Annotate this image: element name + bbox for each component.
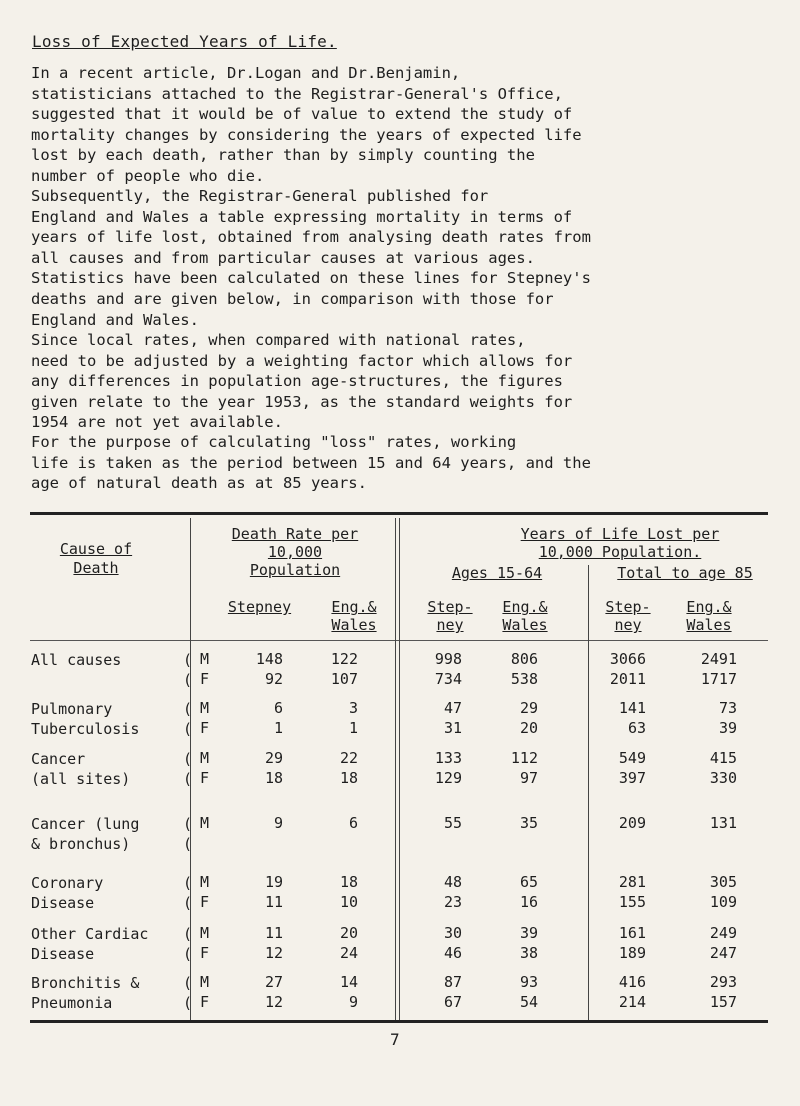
row-sex: M (200, 814, 210, 832)
table-cell-tot-eng: 39 (718, 719, 737, 737)
table-cell-tot-eng: 73 (718, 699, 737, 717)
table-cell-dr-eng: 1 (348, 719, 358, 737)
paragraph-3: Since local rates, when compared with national rates, need to be adjusted by a weighting factor which allows for any differences in population age-structures, the figures given relate to the year 1953, as the standard weights for 1954 are not yet available. (31, 331, 573, 432)
row-cause-label: Other Cardiac Disease (31, 925, 149, 963)
table-cell-dr-eng: 3 (348, 699, 358, 717)
row-bracket: ( ( (183, 925, 193, 963)
table-cell-age-eng: 39 (519, 924, 538, 942)
table-cell-dr-eng: 9 (348, 993, 358, 1011)
row-cause-label: Cancer (lung & bronchus) (31, 815, 140, 853)
table-cell-age-stepney: 55 (443, 814, 462, 832)
header-years-lost: Years of Life Lost per 10,000 Population. (520, 525, 720, 561)
table-cell-dr-eng: 24 (339, 944, 358, 962)
table-cell-age-stepney: 998 (434, 650, 462, 668)
table-cell-tot-stepney: 189 (618, 944, 646, 962)
table-cell-tot-eng: 330 (709, 769, 737, 787)
table-cell-dr-eng: 6 (348, 814, 358, 832)
table-cell-tot-eng: 1717 (700, 670, 737, 688)
page-heading: Loss of Expected Years of Life. (32, 32, 337, 51)
table-cell-tot-stepney: 63 (627, 719, 646, 737)
row-cause-label: Coronary Disease (31, 874, 104, 912)
table-cell-tot-stepney: 2011 (609, 670, 646, 688)
header-eng-wales-total: Eng.& Wales (686, 598, 732, 634)
table-divider (399, 518, 400, 1020)
table-cell-dr-stepney: 11 (264, 924, 283, 942)
table-cell-tot-stepney: 281 (618, 873, 646, 891)
table-cell-tot-stepney: 3066 (609, 650, 646, 668)
row-bracket: ( ( (183, 700, 193, 738)
table-cell-tot-stepney: 416 (618, 973, 646, 991)
row-sex: F (200, 719, 210, 737)
header-stepney: Stepney (227, 598, 292, 616)
table-cell-age-stepney: 31 (443, 719, 462, 737)
table-cell-age-stepney: 46 (443, 944, 462, 962)
table-cell-dr-eng: 18 (339, 769, 358, 787)
table-cell-tot-eng: 415 (709, 749, 737, 767)
row-sex: F (200, 769, 210, 787)
table-cell-tot-eng: 249 (709, 924, 737, 942)
table-cell-dr-stepney: 29 (264, 749, 283, 767)
table-cell-dr-stepney: 12 (264, 993, 283, 1011)
table-cell-age-stepney: 23 (443, 893, 462, 911)
row-sex: F (200, 944, 210, 962)
table-cell-age-eng: 65 (519, 873, 538, 891)
table-cell-age-stepney: 734 (434, 670, 462, 688)
table-cell-dr-eng: 14 (339, 973, 358, 991)
table-cell-age-eng: 35 (519, 814, 538, 832)
paragraph-2: Subsequently, the Registrar-General published for England and Wales a table expressing mortality in terms of years of life lost, obtained from analysing death rates from all causes and from particular causes at various ages. Statistics have been calculated on these lines for Stepney's deaths and are given below, in comparison with those for England and Wales. (31, 187, 591, 329)
row-bracket: ( ( (183, 815, 193, 853)
row-bracket: ( ( (183, 974, 193, 1012)
page-number: 7 (390, 1030, 400, 1049)
table-cell-dr-stepney: 92 (264, 670, 283, 688)
table-cell-age-stepney: 129 (434, 769, 462, 787)
table-cell-age-stepney: 133 (434, 749, 462, 767)
row-cause-label: Pulmonary Tuberculosis (31, 700, 140, 738)
row-sex: M (200, 699, 210, 717)
table-cell-dr-stepney: 18 (264, 769, 283, 787)
table-cell-tot-eng: 247 (709, 944, 737, 962)
table-cell-dr-eng: 18 (339, 873, 358, 891)
table-cell-dr-stepney: 27 (264, 973, 283, 991)
table-cell-age-eng: 538 (510, 670, 538, 688)
header-stepney-total: Step- ney (605, 598, 651, 634)
row-sex: M (200, 749, 210, 767)
row-sex: M (200, 924, 210, 942)
paragraph-4: For the purpose of calculating "loss" rates, working life is taken as the period between 15 and 64 years, and the age of natural death as at 85 years. (31, 433, 591, 493)
table-cell-dr-stepney: 1 (273, 719, 283, 737)
row-sex: F (200, 893, 210, 911)
table-cell-tot-stepney: 209 (618, 814, 646, 832)
row-cause-label: Cancer (all sites) (31, 750, 131, 788)
row-sex: M (200, 973, 210, 991)
header-eng-wales: Eng.& Wales (331, 598, 377, 634)
row-cause-label: All causes (31, 651, 122, 669)
table-cell-dr-eng: 10 (339, 893, 358, 911)
table-cell-dr-stepney: 19 (264, 873, 283, 891)
table-cell-dr-eng: 20 (339, 924, 358, 942)
table-cell-age-eng: 29 (519, 699, 538, 717)
header-eng-wales-ages: Eng.& Wales (502, 598, 548, 634)
table-cell-age-stepney: 30 (443, 924, 462, 942)
table-cell-dr-eng: 22 (339, 749, 358, 767)
table-cell-dr-eng: 107 (330, 670, 358, 688)
table-cell-dr-stepney: 6 (273, 699, 283, 717)
row-bracket: ( ( (183, 651, 193, 689)
table-cell-dr-stepney: 148 (255, 650, 283, 668)
table-cell-age-eng: 16 (519, 893, 538, 911)
row-bracket: ( ( (183, 750, 193, 788)
table-cell-tot-eng: 131 (709, 814, 737, 832)
table-cell-age-stepney: 48 (443, 873, 462, 891)
row-sex: M (200, 873, 210, 891)
table-cell-tot-stepney: 155 (618, 893, 646, 911)
row-sex: M (200, 650, 210, 668)
table-top-rule (30, 512, 768, 515)
table-cell-age-eng: 97 (519, 769, 538, 787)
table-cell-age-eng: 20 (519, 719, 538, 737)
table-cell-tot-eng: 109 (709, 893, 737, 911)
header-death-rate: Death Rate per 10,000 Population (231, 525, 359, 579)
table-cell-dr-eng: 122 (330, 650, 358, 668)
row-cause-label: Bronchitis & Pneumonia (31, 974, 140, 1012)
table-cell-tot-stepney: 161 (618, 924, 646, 942)
table-bottom-rule (30, 1020, 768, 1023)
header-cause-of-death: Cause of Death (59, 540, 133, 577)
table-cell-tot-stepney: 549 (618, 749, 646, 767)
header-ages-15-64: Ages 15-64 (451, 564, 543, 582)
table-cell-age-eng: 38 (519, 944, 538, 962)
table-cell-tot-eng: 157 (709, 993, 737, 1011)
table-cell-tot-eng: 305 (709, 873, 737, 891)
table-cell-age-eng: 112 (510, 749, 538, 767)
table-cell-age-eng: 806 (510, 650, 538, 668)
row-sex: F (200, 993, 210, 1011)
table-cell-age-stepney: 47 (443, 699, 462, 717)
row-sex: F (200, 670, 210, 688)
header-stepney-ages: Step- ney (427, 598, 473, 634)
table-cell-tot-stepney: 214 (618, 993, 646, 1011)
header-total-to-85: Total to age 85 (617, 564, 753, 582)
paragraph-1: In a recent article, Dr.Logan and Dr.Benjamin, statisticians attached to the Registrar-General's Office, suggested that it would be of value to extend the study of mortality changes by considering the years of expected life lost by each death, rather than by simply counting the number of people who die. (31, 64, 582, 185)
table-divider (395, 518, 396, 1020)
table-cell-age-stepney: 87 (443, 973, 462, 991)
row-bracket: ( ( (183, 874, 193, 912)
table-cell-dr-stepney: 12 (264, 944, 283, 962)
table-cell-tot-stepney: 141 (618, 699, 646, 717)
table-cell-tot-eng: 2491 (700, 650, 737, 668)
table-cell-tot-eng: 293 (709, 973, 737, 991)
table-cell-age-stepney: 67 (443, 993, 462, 1011)
table-cell-dr-stepney: 11 (264, 893, 283, 911)
table-cell-dr-stepney: 9 (273, 814, 283, 832)
table-cell-age-eng: 93 (519, 973, 538, 991)
table-cell-tot-stepney: 397 (618, 769, 646, 787)
table-cell-age-eng: 54 (519, 993, 538, 1011)
